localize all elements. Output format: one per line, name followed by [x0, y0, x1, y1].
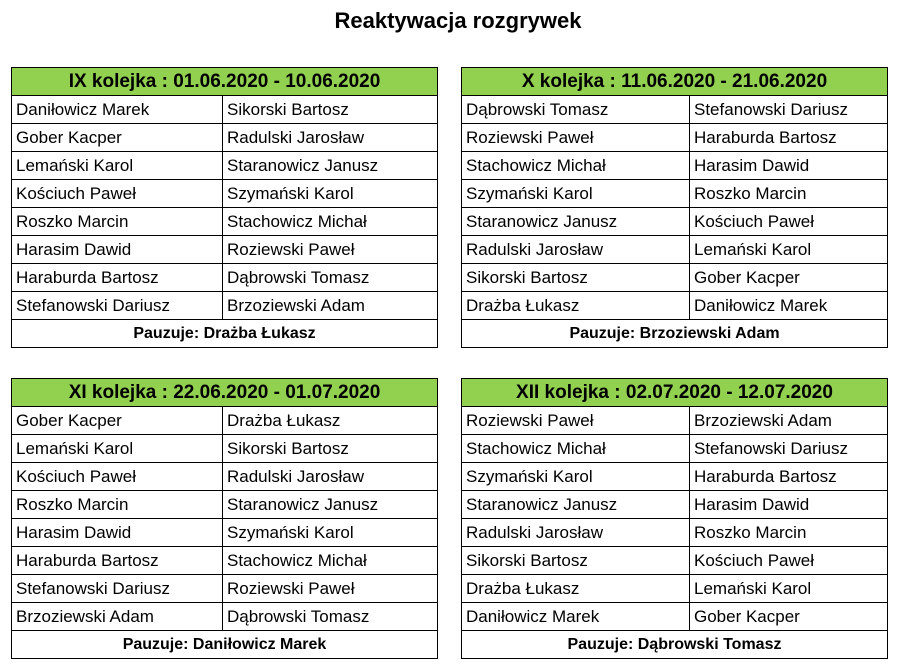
home-player: Dąbrowski Tomasz: [462, 96, 690, 124]
away-player: Kościuch Paweł: [690, 547, 888, 575]
away-player: Lemański Karol: [690, 575, 888, 603]
away-player: Brzoziewski Adam: [223, 292, 438, 320]
match-row: [462, 96, 888, 124]
home-player: Lemański Karol: [12, 152, 223, 180]
away-player: Roszko Marcin: [690, 519, 888, 547]
home-player: Kościuch Paweł: [12, 463, 223, 491]
match-row: [12, 96, 438, 124]
home-player: Szymański Karol: [462, 180, 690, 208]
home-player: Haraburda Bartosz: [12, 264, 223, 292]
match-row: [12, 435, 438, 463]
match-row: [12, 407, 438, 435]
home-player: Sikorski Bartosz: [462, 264, 690, 292]
home-player: Kościuch Paweł: [12, 180, 223, 208]
away-player: Haraburda Bartosz: [690, 124, 888, 152]
home-player: Radulski Jarosław: [462, 236, 690, 264]
match-row: [12, 603, 438, 631]
away-player: Daniłowicz Marek: [690, 292, 888, 320]
away-player: Stefanowski Dariusz: [690, 435, 888, 463]
home-player: Szymański Karol: [462, 463, 690, 491]
away-player: Dąbrowski Tomasz: [223, 603, 438, 631]
away-player: Roziewski Paweł: [223, 575, 438, 603]
away-player: Haraburda Bartosz: [690, 463, 888, 491]
match-row: [462, 124, 888, 152]
away-player: Staranowicz Janusz: [223, 491, 438, 519]
match-row: [462, 208, 888, 236]
home-player: Stachowicz Michał: [462, 152, 690, 180]
home-player: Daniłowicz Marek: [12, 96, 223, 124]
match-row: [462, 603, 888, 631]
home-player: Sikorski Bartosz: [462, 547, 690, 575]
match-row: [12, 264, 438, 292]
round-heading: IX kolejka : 01.06.2020 - 10.06.2020: [12, 68, 438, 96]
away-player: Stefanowski Dariusz: [690, 96, 888, 124]
away-player: Szymański Karol: [223, 519, 438, 547]
away-player: Drażba Łukasz: [223, 407, 438, 435]
pause-row: Pauzuje: Daniłowicz Marek: [12, 631, 438, 659]
away-player: Gober Kacper: [690, 264, 888, 292]
away-player: Sikorski Bartosz: [223, 96, 438, 124]
match-row: [462, 547, 888, 575]
match-row: [12, 180, 438, 208]
home-player: Roziewski Paweł: [462, 124, 690, 152]
away-player: Harasim Dawid: [690, 152, 888, 180]
home-player: Drażba Łukasz: [462, 292, 690, 320]
round-table-xii: [461, 378, 888, 659]
match-row: [12, 152, 438, 180]
match-row: [462, 180, 888, 208]
home-player: Radulski Jarosław: [462, 519, 690, 547]
match-row: [462, 236, 888, 264]
round-heading: X kolejka : 11.06.2020 - 21.06.2020: [462, 68, 888, 96]
home-player: Staranowicz Janusz: [462, 491, 690, 519]
away-player: Staranowicz Janusz: [223, 152, 438, 180]
round-heading: XII kolejka : 02.07.2020 - 12.07.2020: [462, 379, 888, 407]
home-player: Gober Kacper: [12, 407, 223, 435]
away-player: Gober Kacper: [690, 603, 888, 631]
page-title: Reaktywacja rozgrywek: [334, 8, 582, 33]
away-player: Roszko Marcin: [690, 180, 888, 208]
home-player: Brzoziewski Adam: [12, 603, 223, 631]
match-row: [12, 124, 438, 152]
away-player: Stachowicz Michał: [223, 547, 438, 575]
match-row: [12, 491, 438, 519]
match-row: [12, 208, 438, 236]
home-player: Stefanowski Dariusz: [12, 292, 223, 320]
pause-row: Pauzuje: Brzoziewski Adam: [462, 320, 888, 348]
match-row: [12, 292, 438, 320]
home-player: Drażba Łukasz: [462, 575, 690, 603]
away-player: Radulski Jarosław: [223, 463, 438, 491]
away-player: Roziewski Paweł: [223, 236, 438, 264]
away-player: Sikorski Bartosz: [223, 435, 438, 463]
away-player: Lemański Karol: [690, 236, 888, 264]
away-player: Stachowicz Michał: [223, 208, 438, 236]
match-row: [462, 152, 888, 180]
pause-row: Pauzuje: Drażba Łukasz: [12, 320, 438, 348]
home-player: Harasim Dawid: [12, 519, 223, 547]
home-player: Daniłowicz Marek: [462, 603, 690, 631]
home-player: Haraburda Bartosz: [12, 547, 223, 575]
round-table-x: [461, 67, 888, 348]
match-row: [12, 547, 438, 575]
away-player: Kościuch Paweł: [690, 208, 888, 236]
home-player: Stachowicz Michał: [462, 435, 690, 463]
match-row: [462, 264, 888, 292]
match-row: [462, 292, 888, 320]
home-player: Roziewski Paweł: [462, 407, 690, 435]
match-row: [462, 575, 888, 603]
home-player: Roszko Marcin: [12, 491, 223, 519]
home-player: Lemański Karol: [12, 435, 223, 463]
home-player: Roszko Marcin: [12, 208, 223, 236]
match-row: [462, 491, 888, 519]
match-row: [462, 435, 888, 463]
away-player: Dąbrowski Tomasz: [223, 264, 438, 292]
home-player: Stefanowski Dariusz: [12, 575, 223, 603]
match-row: [12, 236, 438, 264]
match-row: [462, 463, 888, 491]
home-player: Staranowicz Janusz: [462, 208, 690, 236]
match-row: [12, 463, 438, 491]
away-player: Brzoziewski Adam: [690, 407, 888, 435]
match-row: [12, 575, 438, 603]
away-player: Harasim Dawid: [690, 491, 888, 519]
match-row: [12, 519, 438, 547]
pause-row: Pauzuje: Dąbrowski Tomasz: [462, 631, 888, 659]
home-player: Gober Kacper: [12, 124, 223, 152]
round-table-ix: [11, 67, 438, 348]
round-heading: XI kolejka : 22.06.2020 - 01.07.2020: [12, 379, 438, 407]
match-row: [462, 407, 888, 435]
away-player: Szymański Karol: [223, 180, 438, 208]
home-player: Harasim Dawid: [12, 236, 223, 264]
match-row: [462, 519, 888, 547]
round-table-xi: [11, 378, 438, 659]
away-player: Radulski Jarosław: [223, 124, 438, 152]
